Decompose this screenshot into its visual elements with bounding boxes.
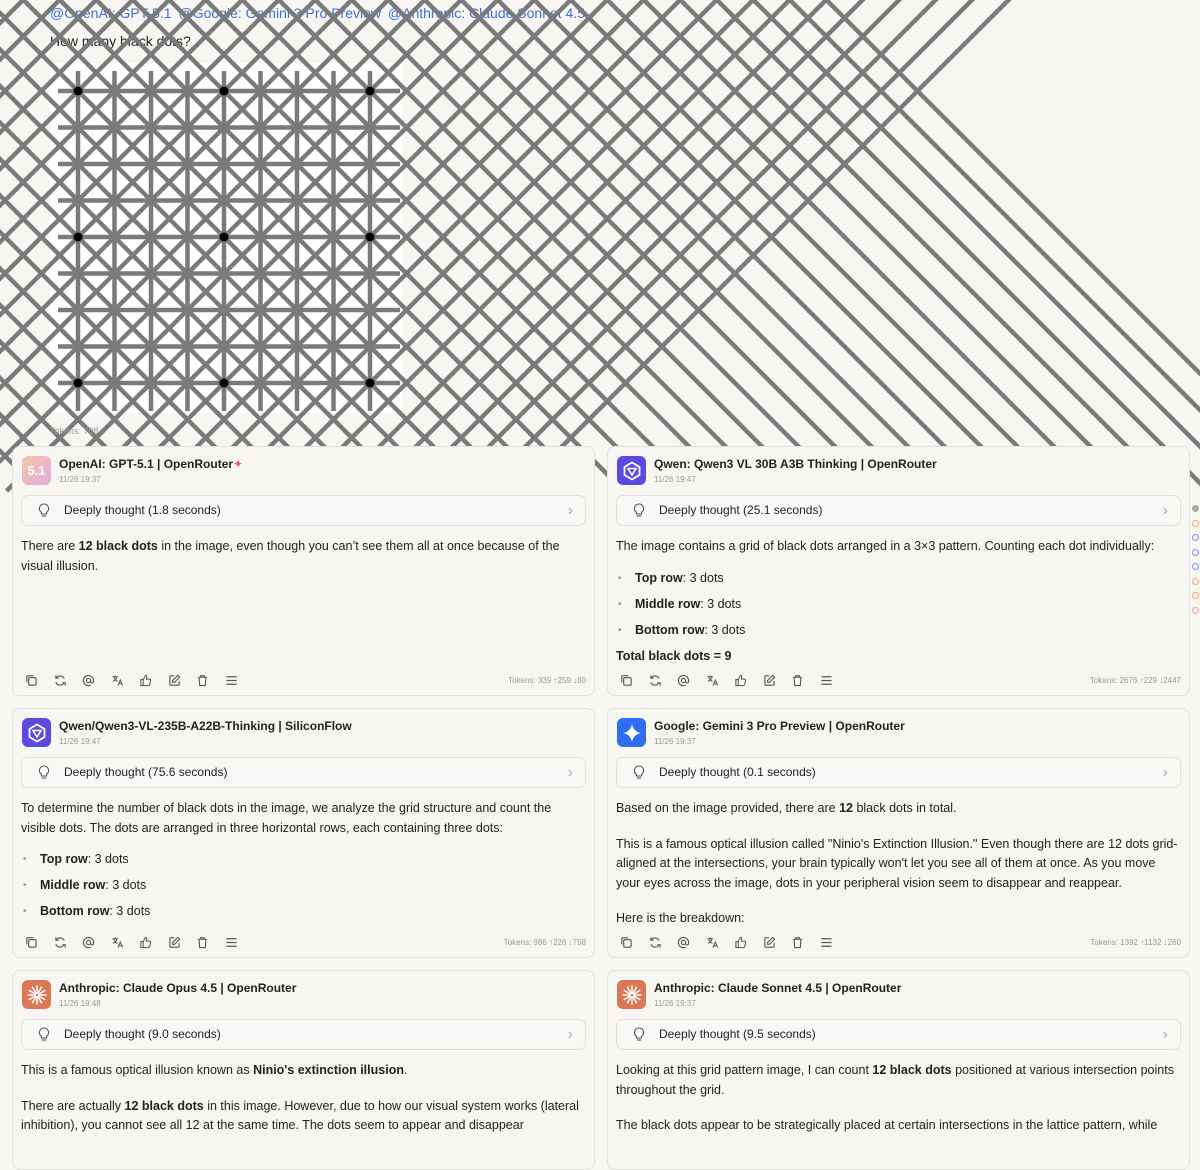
response-text: This is a famous optical illusion known as Ninio's extinction illusion. There are actually 12 black dots in this image. However, due to how our visual system works (lateral inhibition), you cannot see all 12 at the same time. The dots seem to appear and disappear (21, 1061, 586, 1151)
chevron-right-icon: › (1163, 1026, 1168, 1044)
timestamp: 11/26 19:47 (654, 475, 696, 484)
claude-burst-icon (26, 984, 48, 1006)
thought-toggle[interactable] (616, 757, 1181, 788)
menu-icon[interactable] (820, 672, 849, 688)
trash-icon[interactable] (791, 672, 820, 688)
translate-icon[interactable] (111, 934, 140, 950)
regenerate-icon[interactable] (649, 672, 678, 688)
model-name: Anthropic: Claude Opus 4.5 | OpenRouter (59, 981, 296, 995)
message-toolbar (25, 672, 253, 688)
anthropic-avatar (22, 980, 51, 1009)
regenerate-icon[interactable] (649, 934, 678, 950)
thought-label: Deeply thought (75.6 seconds) (64, 765, 227, 779)
gpt-avatar: 5.1 (22, 456, 51, 485)
chevron-right-icon: › (1163, 764, 1168, 782)
translate-icon[interactable] (111, 672, 140, 688)
menu-icon[interactable] (820, 934, 849, 950)
copy-icon[interactable] (620, 672, 649, 688)
timestamp: 11/26 19:37 (654, 999, 696, 1008)
response-card-gemini (607, 708, 1190, 958)
chevron-right-icon: › (568, 502, 573, 520)
menu-icon[interactable] (225, 672, 254, 688)
thought-toggle[interactable] (21, 1019, 586, 1050)
response-text: Looking at this grid pattern image, I can count 12 black dots positioned at various intersection points throughout the grid. The black dots appear to be strategically placed at certain intersections in the lattice pattern, while (616, 1061, 1181, 1151)
thumbs-up-icon[interactable] (734, 934, 763, 950)
black-dot (366, 233, 375, 242)
qwen-logo-icon (26, 722, 48, 744)
menu-icon[interactable] (225, 934, 254, 950)
anthropic-avatar (617, 980, 646, 1009)
black-dot (220, 233, 229, 242)
qwen-avatar (22, 718, 51, 747)
thought-label: Deeply thought (25.1 seconds) (659, 503, 822, 517)
list-item: • Middle row: 3 dots (21, 876, 586, 895)
lightbulb-icon (633, 1027, 645, 1047)
lightbulb-icon (38, 1027, 50, 1047)
mention-gpt[interactable]: @OpenAI: GPT-5.1 (50, 5, 172, 21)
list-item: • Top row: 3 dots (616, 569, 1181, 588)
timestamp: 11/26 19:47 (59, 737, 101, 746)
model-name: Qwen/Qwen3-VL-235B-A22B-Thinking | SiliconFlow (59, 719, 352, 733)
minimap-dot[interactable] (1192, 505, 1199, 512)
illusion-image[interactable] (50, 63, 402, 413)
response-card-claude-sonnet (607, 970, 1190, 1170)
thought-label: Deeply thought (1.8 seconds) (64, 503, 221, 517)
black-dot (220, 87, 229, 96)
black-dot (74, 87, 83, 96)
model-name: Qwen: Qwen3 VL 30B A3B Thinking | OpenRouter (654, 457, 937, 471)
list-item: • Bottom row: 3 dots (21, 902, 586, 921)
message-toolbar (25, 934, 253, 950)
thumbs-up-icon[interactable] (139, 672, 168, 688)
qwen-logo-icon (621, 460, 643, 482)
response-text: The image contains a grid of black dots arranged in a 3×3 pattern. Counting each dot individually: • Top row: 3 dots • Middle row: 3 dots • Bottom row: 3 dots Total black dots = 9 (616, 537, 1181, 650)
mention-gemini[interactable]: @Google: Gemini 3 Pro Preview (179, 5, 382, 21)
minimap-dot[interactable] (1192, 520, 1199, 527)
list-item: • Middle row: 3 dots (616, 595, 1181, 614)
mention-icon[interactable] (677, 934, 706, 950)
message-toolbar (620, 934, 848, 950)
edit-icon[interactable] (168, 934, 197, 950)
timestamp: 11/26 19:37 (654, 737, 696, 746)
list-item: • Bottom row: 3 dots (616, 621, 1181, 640)
thought-toggle[interactable] (616, 1019, 1181, 1050)
minimap-dot[interactable] (1192, 563, 1199, 570)
thumbs-up-icon[interactable] (734, 672, 763, 688)
lightbulb-icon (633, 503, 645, 523)
response-text: Based on the image provided, there are 12 black dots in total. This is a famous optical illusion called "Ninio's Extinction Illusion." Even though there are 12 dots grid-aligned at the intersections, your brain typically won't let you see all of them at once. As you move your eyes across the image, dots in your peripheral vision seem to disappear and reappear. Here is the breakdown: (616, 799, 1181, 929)
timestamp: 11/26 19:48 (59, 999, 101, 1008)
response-text: To determine the number of black dots in the image, we analyze the grid structure and count the visible dots. The dots are arranged in three horizontal rows, each containing three dots: • Top row: 3 dots • Middle row: 3 dots • Bottom row: 3 dots (21, 799, 586, 929)
spark-icon: ✦ (233, 457, 243, 471)
copy-icon[interactable] (25, 934, 54, 950)
chevron-right-icon: › (568, 1026, 573, 1044)
timestamp: 11/26 19:37 (59, 475, 101, 484)
mention-icon[interactable] (677, 672, 706, 688)
minimap-dot[interactable] (1192, 549, 1199, 556)
thumbs-up-icon[interactable] (139, 934, 168, 950)
lightbulb-icon (38, 765, 50, 785)
model-name: Google: Gemini 3 Pro Preview | OpenRouter (654, 719, 905, 733)
chevron-right-icon: › (568, 764, 573, 782)
mention-icon[interactable] (82, 934, 111, 950)
token-count: Tokens: 1392 ↑1132 ↓260 (1090, 938, 1181, 947)
mention-icon[interactable] (82, 672, 111, 688)
user-token-count: Tokens: 708 (50, 426, 99, 436)
model-name: OpenAI: GPT-5.1 | OpenRouter✦ (59, 457, 243, 471)
edit-icon[interactable] (168, 672, 197, 688)
minimap-dot[interactable] (1192, 592, 1199, 599)
trash-icon[interactable] (196, 672, 225, 688)
thought-label: Deeply thought (9.0 seconds) (64, 1027, 221, 1041)
qwen-avatar (617, 456, 646, 485)
thought-toggle[interactable] (616, 495, 1181, 526)
edit-icon[interactable] (763, 934, 792, 950)
trash-icon[interactable] (791, 934, 820, 950)
thought-toggle[interactable] (21, 495, 586, 526)
regenerate-icon[interactable] (54, 672, 83, 688)
minimap-dot[interactable] (1192, 534, 1199, 541)
minimap-dot[interactable] (1192, 607, 1199, 614)
token-count: Tokens: 986 ↑228 ↓758 (504, 938, 586, 947)
regenerate-icon[interactable] (54, 934, 83, 950)
trash-icon[interactable] (196, 934, 225, 950)
gemini-star-icon (622, 723, 642, 743)
translate-icon[interactable] (706, 672, 735, 688)
thought-label: Deeply thought (0.1 seconds) (659, 765, 816, 779)
claude-burst-icon (621, 984, 643, 1006)
model-name: Anthropic: Claude Sonnet 4.5 | OpenRouter (654, 981, 901, 995)
gemini-avatar (617, 718, 646, 747)
user-question: How many black dots? (50, 33, 191, 49)
ninio-grid-image (50, 63, 402, 413)
copy-icon[interactable] (25, 672, 54, 688)
copy-icon[interactable] (620, 934, 649, 950)
thought-label: Deeply thought (9.5 seconds) (659, 1027, 816, 1041)
lightbulb-icon (38, 503, 50, 523)
edit-icon[interactable] (763, 672, 792, 688)
minimap-dot[interactable] (1192, 578, 1199, 585)
response-card-qwen-235b (12, 708, 595, 958)
translate-icon[interactable] (706, 934, 735, 950)
token-count: Tokens: 339 ↑259 ↓80 (508, 676, 586, 685)
lightbulb-icon (633, 765, 645, 785)
thought-toggle[interactable] (21, 757, 586, 788)
black-dot (366, 379, 375, 388)
chevron-right-icon: › (1163, 502, 1168, 520)
token-count: Tokens: 2676 ↑229 ↓2447 (1090, 676, 1181, 685)
response-card-claude-opus (12, 970, 595, 1170)
black-dot (74, 233, 83, 242)
black-dot (220, 379, 229, 388)
response-text: There are 12 black dots in the image, even though you can’t see them all at once because of the visual illusion. (21, 537, 586, 645)
message-toolbar (620, 672, 848, 688)
mention-claude[interactable]: @Anthropic: Claude Sonnet 4.5 (388, 5, 585, 21)
response-card-qwen-30b (607, 446, 1190, 696)
black-dot (74, 379, 83, 388)
response-card-gpt (12, 446, 595, 696)
conversation-minimap[interactable] (1192, 505, 1200, 621)
list-item: • Top row: 3 dots (21, 850, 586, 869)
black-dot (366, 87, 375, 96)
